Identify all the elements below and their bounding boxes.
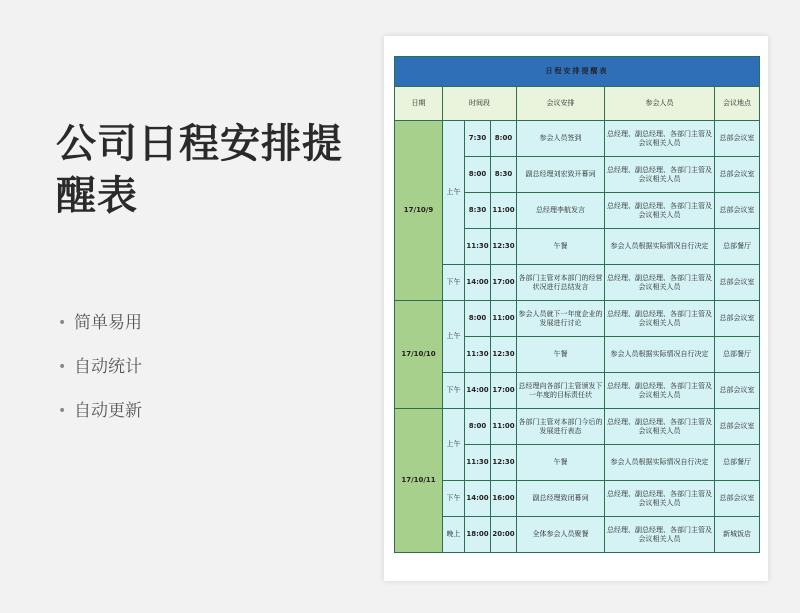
period-cell: 下午: [443, 265, 465, 301]
location-cell: 总部会议室: [715, 121, 760, 157]
date-cell: 17/10/9: [395, 121, 443, 301]
table-title: 日程安排提醒表: [395, 57, 760, 87]
attendees-cell: 总经理、副总经理、各部门主管及会议相关人员: [605, 409, 715, 445]
end-time: 17:00: [491, 373, 517, 409]
agenda-cell: 参会人员签到: [517, 121, 605, 157]
table-row: [395, 481, 760, 517]
start-time: 14:00: [465, 373, 491, 409]
start-time: 8:30: [465, 193, 491, 229]
attendees-cell: 总经理、副总经理、各部门主管及会议相关人员: [605, 373, 715, 409]
table-title-row: [395, 57, 760, 87]
attendees-cell: 总经理、副总经理、各部门主管及会议相关人员: [605, 193, 715, 229]
period-cell: 下午: [443, 373, 465, 409]
period-cell: 上午: [443, 301, 465, 373]
start-time: 14:00: [465, 481, 491, 517]
end-time: 12:30: [491, 337, 517, 373]
start-time: 11:30: [465, 445, 491, 481]
period-cell: 下午: [443, 481, 465, 517]
table-row: [395, 373, 760, 409]
end-time: 16:00: [491, 481, 517, 517]
bullet-icon: •: [58, 359, 67, 375]
agenda-cell: 午餐: [517, 229, 605, 265]
start-time: 11:30: [465, 229, 491, 265]
attendees-cell: 总经理、副总经理、各部门主管及会议相关人员: [605, 517, 715, 553]
end-time: 11:00: [491, 301, 517, 337]
schedule-table: [394, 56, 760, 553]
location-cell: 总部会议室: [715, 481, 760, 517]
agenda-cell: 全体参会人员聚餐: [517, 517, 605, 553]
start-time: 8:00: [465, 157, 491, 193]
attendees-cell: 总经理、副总经理、各部门主管及会议相关人员: [605, 121, 715, 157]
end-time: 20:00: [491, 517, 517, 553]
agenda-cell: 总经理李航发言: [517, 193, 605, 229]
agenda-cell: 各部门主管对本部门的经营状况进行总结发言: [517, 265, 605, 301]
location-cell: 总部餐厅: [715, 445, 760, 481]
location-cell: 总部会议室: [715, 157, 760, 193]
location-cell: 总部会议室: [715, 409, 760, 445]
start-time: 11:30: [465, 337, 491, 373]
feature-item: • 自动统计: [58, 357, 142, 377]
agenda-cell: 总经理向各部门主管颁发下一年度的目标责任状: [517, 373, 605, 409]
location-cell: 总部会议室: [715, 265, 760, 301]
attendees-cell: 总经理、副总经理、各部门主管及会议相关人员: [605, 481, 715, 517]
period-cell: 晚上: [443, 517, 465, 553]
date-cell: 17/10/10: [395, 301, 443, 409]
end-time: 12:30: [491, 229, 517, 265]
start-time: 14:00: [465, 265, 491, 301]
header-location: 会议地点: [715, 87, 760, 121]
location-cell: 新城饭店: [715, 517, 760, 553]
feature-list: [58, 312, 142, 444]
end-time: 17:00: [491, 265, 517, 301]
location-cell: 总部餐厅: [715, 337, 760, 373]
feature-item: • 简单易用: [58, 313, 142, 333]
header-row: [395, 87, 760, 121]
agenda-cell: 午餐: [517, 337, 605, 373]
agenda-cell: 各部门主管对本部门今后的发展进行表态: [517, 409, 605, 445]
location-cell: 总部会议室: [715, 193, 760, 229]
table-row: [395, 121, 760, 157]
end-time: 8:30: [491, 157, 517, 193]
bullet-icon: •: [58, 403, 67, 419]
page-title: 公司日程安排提醒表: [56, 121, 343, 219]
date-cell: 17/10/11: [395, 409, 443, 553]
agenda-cell: 副总经理致闭幕词: [517, 481, 605, 517]
location-cell: 总部会议室: [715, 373, 760, 409]
start-time: 8:00: [465, 301, 491, 337]
location-cell: 总部会议室: [715, 301, 760, 337]
attendees-cell: 总经理、副总经理、各部门主管及会议相关人员: [605, 301, 715, 337]
start-time: 8:00: [465, 409, 491, 445]
spreadsheet-preview: [384, 36, 768, 581]
header-attendees: 参会人员: [605, 87, 715, 121]
table-row: [395, 301, 760, 337]
header-time: 时间段: [443, 87, 517, 121]
agenda-cell: 参会人员就下一年度企业的发展进行讨论: [517, 301, 605, 337]
attendees-cell: 总经理、副总经理、各部门主管及会议相关人员: [605, 157, 715, 193]
header-agenda: 会议安排: [517, 87, 605, 121]
end-time: 12:30: [491, 445, 517, 481]
start-time: 18:00: [465, 517, 491, 553]
agenda-cell: 副总经理刘宏致开幕词: [517, 157, 605, 193]
attendees-cell: 总经理、副总经理、各部门主管及会议相关人员: [605, 265, 715, 301]
end-time: 11:00: [491, 193, 517, 229]
start-time: 7:30: [465, 121, 491, 157]
attendees-cell: 参会人员根据实际情况自行决定: [605, 445, 715, 481]
location-cell: 总部餐厅: [715, 229, 760, 265]
end-time: 8:00: [491, 121, 517, 157]
table-row: [395, 265, 760, 301]
attendees-cell: 参会人员根据实际情况自行决定: [605, 337, 715, 373]
agenda-cell: 午餐: [517, 445, 605, 481]
header-date: 日期: [395, 87, 443, 121]
table-row: [395, 517, 760, 553]
period-cell: 上午: [443, 409, 465, 481]
period-cell: 上午: [443, 121, 465, 265]
feature-item: • 自动更新: [58, 401, 142, 421]
table-row: [395, 409, 760, 445]
end-time: 11:00: [491, 409, 517, 445]
bullet-icon: •: [58, 315, 67, 331]
attendees-cell: 参会人员根据实际情况自行决定: [605, 229, 715, 265]
